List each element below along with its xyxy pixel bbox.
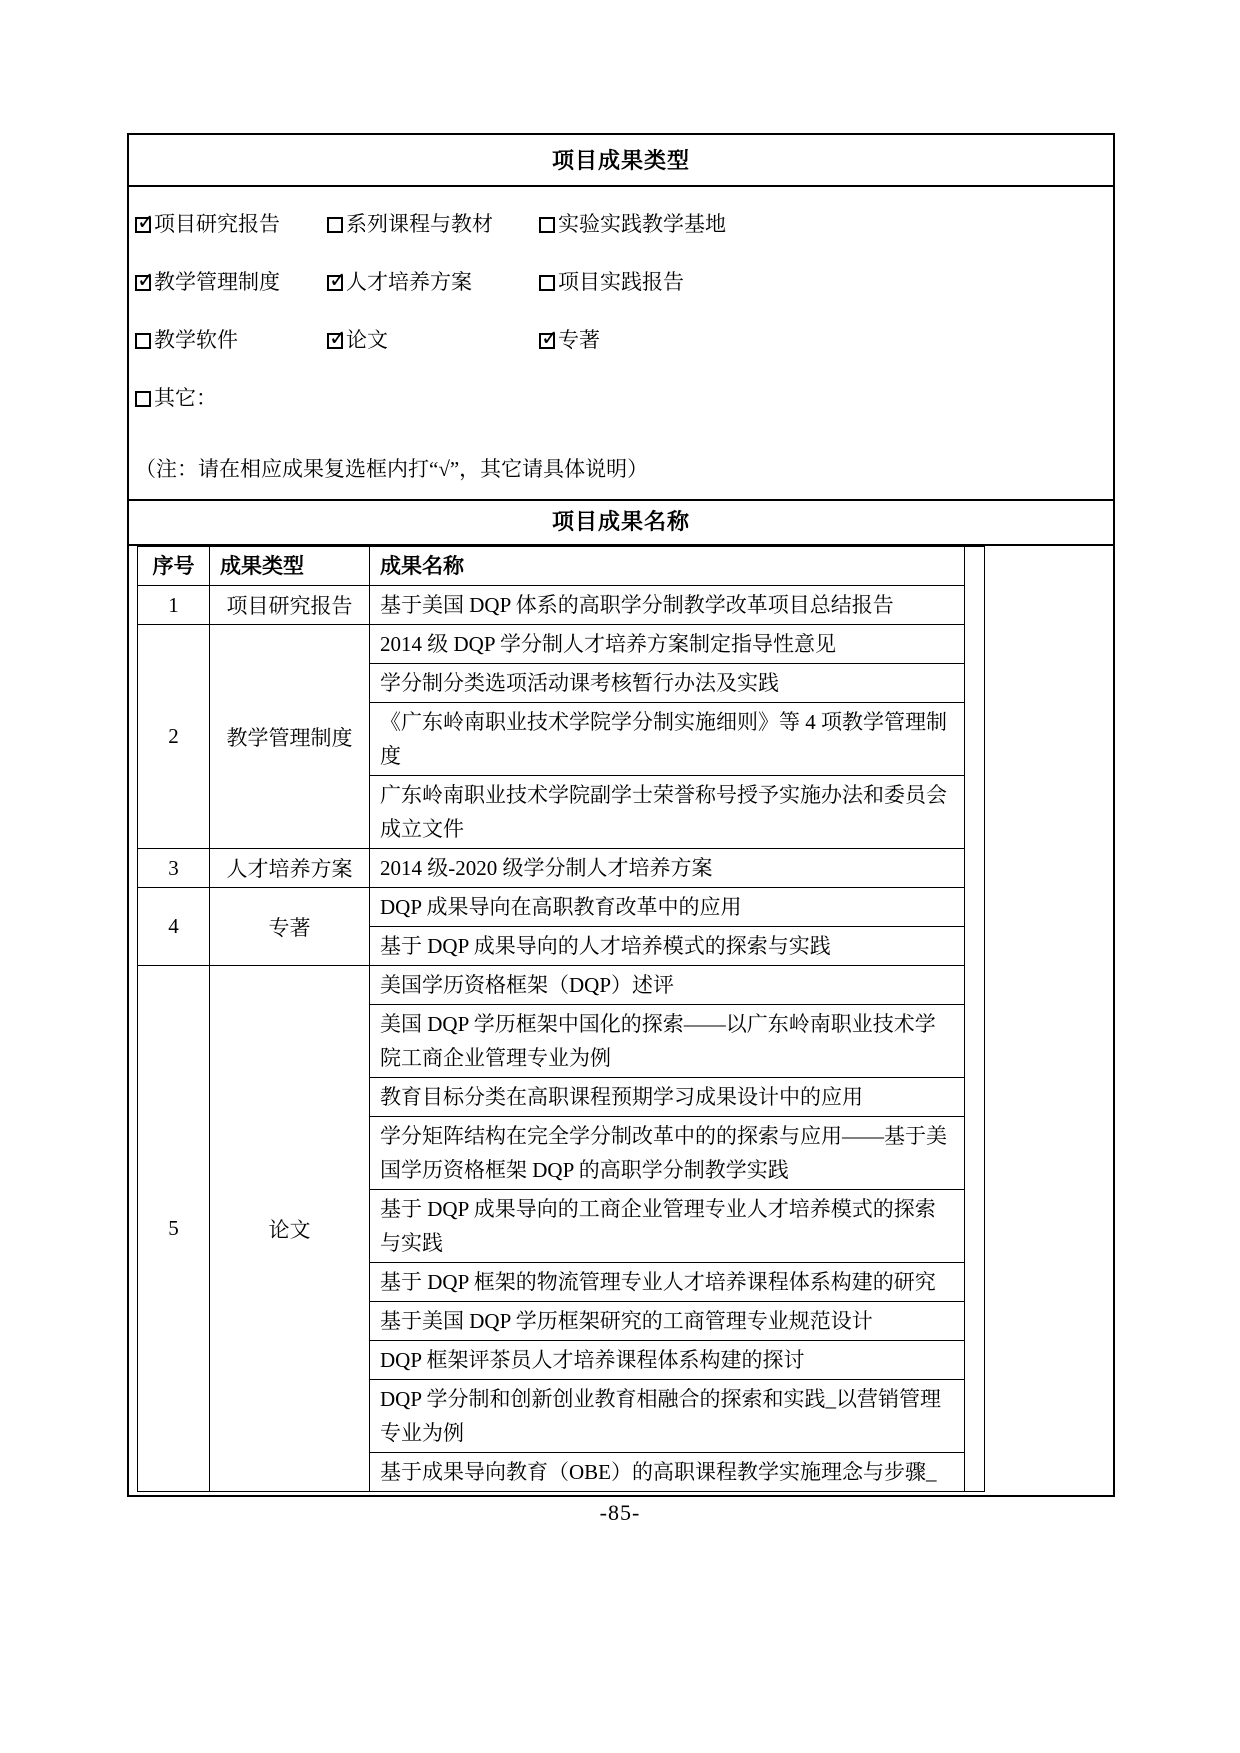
checkbox-label: 项目研究报告: [154, 212, 280, 236]
cell-result-type: 教学管理制度: [210, 625, 370, 849]
checkbox-item-project-practice-report: [539, 266, 1105, 296]
check-mark: ✓: [137, 268, 155, 292]
checkbox-row-1: [135, 209, 1105, 237]
cell-result-name: 基于 DQP 框架的物流管理专业人才培养课程体系构建的研究: [370, 1263, 965, 1302]
cell-seq: 5: [138, 966, 210, 1492]
checkbox-label: 项目实践报告: [558, 270, 684, 294]
cell-result-type: 人才培养方案: [210, 849, 370, 888]
checkbox-label: 教学软件: [154, 328, 238, 352]
checkbox-icon: [539, 326, 559, 350]
checkbox-icon: [135, 333, 151, 349]
cell-result-name: 2014 级 DQP 学分制人才培养方案制定指导性意见: [370, 625, 965, 664]
cell-result-name: 美国学历资格框架（DQP）述评: [370, 966, 965, 1005]
checkbox-item-teaching-management-system: [135, 266, 327, 296]
checkbox-icon: [327, 217, 343, 233]
checkbox-item-course-series-materials: [327, 208, 539, 238]
cell-result-name: 广东岭南职业技术学院副学士荣誉称号授予实施办法和委员会成立文件: [370, 776, 965, 849]
section-title-result-types: 项目成果类型: [129, 135, 1113, 187]
cell-result-name: 基于美国 DQP 学历框架研究的工商管理专业规范设计: [370, 1302, 965, 1341]
cell-result-name: 2014 级-2020 级学分制人才培养方案: [370, 849, 965, 888]
column-header-type: 成果类型: [210, 547, 370, 586]
cell-result-name: DQP 框架评茶员人才培养课程体系构建的探讨: [370, 1341, 965, 1380]
cell-result-type: 论文: [210, 966, 370, 1492]
cell-result-name: 教育目标分类在高职课程预期学习成果设计中的应用: [370, 1078, 965, 1117]
checkbox-label: 论文: [346, 328, 388, 352]
cell-result-type: 专著: [210, 888, 370, 966]
table-right-gutter: [965, 547, 985, 1492]
checkbox-item-experiment-practice-base: [539, 208, 1105, 238]
results-table-area: [129, 546, 1113, 1495]
section-title-result-names: 项目成果名称: [129, 499, 1113, 546]
checkbox-icon: [135, 268, 155, 292]
table-row: [138, 586, 985, 625]
checkbox-item-talent-training-program: [327, 266, 539, 296]
checkbox-icon: [539, 275, 555, 291]
cell-seq: 1: [138, 586, 210, 625]
checkbox-row-4: [135, 383, 1105, 411]
checkbox-icon: [327, 326, 347, 350]
cell-result-name: 美国 DQP 学历框架中国化的探索——以广东岭南职业技术学院工商企业管理专业为例: [370, 1005, 965, 1078]
table-row: [138, 966, 985, 1005]
cell-result-name: 《广东岭南职业技术学院学分制实施细则》等 4 项教学管理制度: [370, 703, 965, 776]
checkbox-row-2: [135, 267, 1105, 295]
checkbox-label: 专著: [558, 328, 600, 352]
checkbox-icon: [327, 268, 347, 292]
checkbox-row-3: [135, 325, 1105, 353]
cell-result-name: 学分制分类选项活动课考核暂行办法及实践: [370, 664, 965, 703]
checkbox-item-papers: [327, 324, 539, 354]
cell-result-name: 基于美国 DQP 体系的高职学分制教学改革项目总结报告: [370, 586, 965, 625]
cell-seq: 3: [138, 849, 210, 888]
cell-result-type: 项目研究报告: [210, 586, 370, 625]
cell-result-name: 基于 DQP 成果导向的工商企业管理专业人才培养模式的探索与实践: [370, 1190, 965, 1263]
cell-seq: 2: [138, 625, 210, 849]
checkbox-item-monograph: [539, 324, 1105, 354]
checkbox-icon: [135, 210, 155, 234]
checkbox-item-project-research-report: [135, 208, 327, 238]
checkbox-item-teaching-software: [135, 324, 327, 354]
checkbox-label: 其它：: [154, 386, 217, 410]
checkbox-icon: [539, 217, 555, 233]
checkbox-label: 人才培养方案: [346, 270, 472, 294]
column-header-name: 成果名称: [370, 547, 965, 586]
checkbox-label: 教学管理制度: [154, 270, 280, 294]
cell-seq: 4: [138, 888, 210, 966]
checkbox-instruction-note: （注：请在相应成果复选框内打“√”，其它请具体说明）: [135, 457, 649, 481]
cell-result-name: DQP 成果导向在高职教育改革中的应用: [370, 888, 965, 927]
table-row: [138, 849, 985, 888]
cell-result-name: DQP 学分制和创新创业教育相融合的探索和实践_以营销管理专业为例: [370, 1380, 965, 1453]
page-number: -85-: [599, 1500, 641, 1525]
table-row: [138, 625, 985, 664]
form-container: [127, 133, 1115, 1497]
checkbox-item-other: [135, 382, 327, 412]
results-table: [137, 546, 985, 1492]
result-type-checkbox-section: [129, 187, 1113, 499]
cell-result-name: 基于成果导向教育（OBE）的高职课程教学实施理念与步骤_: [370, 1453, 965, 1492]
check-mark: ✓: [329, 326, 347, 350]
checkbox-label: 系列课程与教材: [346, 212, 493, 236]
checkbox-icon: [135, 391, 151, 407]
check-mark: ✓: [541, 326, 559, 350]
table-row: [138, 888, 985, 927]
cell-result-name: 学分矩阵结构在完全学分制改革中的的探索与应用——基于美国学历资格框架 DQP 的高职学分制教学实践: [370, 1117, 965, 1190]
checkbox-label: 实验实践教学基地: [558, 212, 726, 236]
table-header-row: [138, 547, 985, 586]
column-header-seq: 序号: [138, 547, 210, 586]
cell-result-name: 基于 DQP 成果导向的人才培养模式的探索与实践: [370, 927, 965, 966]
check-mark: ✓: [329, 268, 347, 292]
check-mark: ✓: [137, 210, 155, 234]
